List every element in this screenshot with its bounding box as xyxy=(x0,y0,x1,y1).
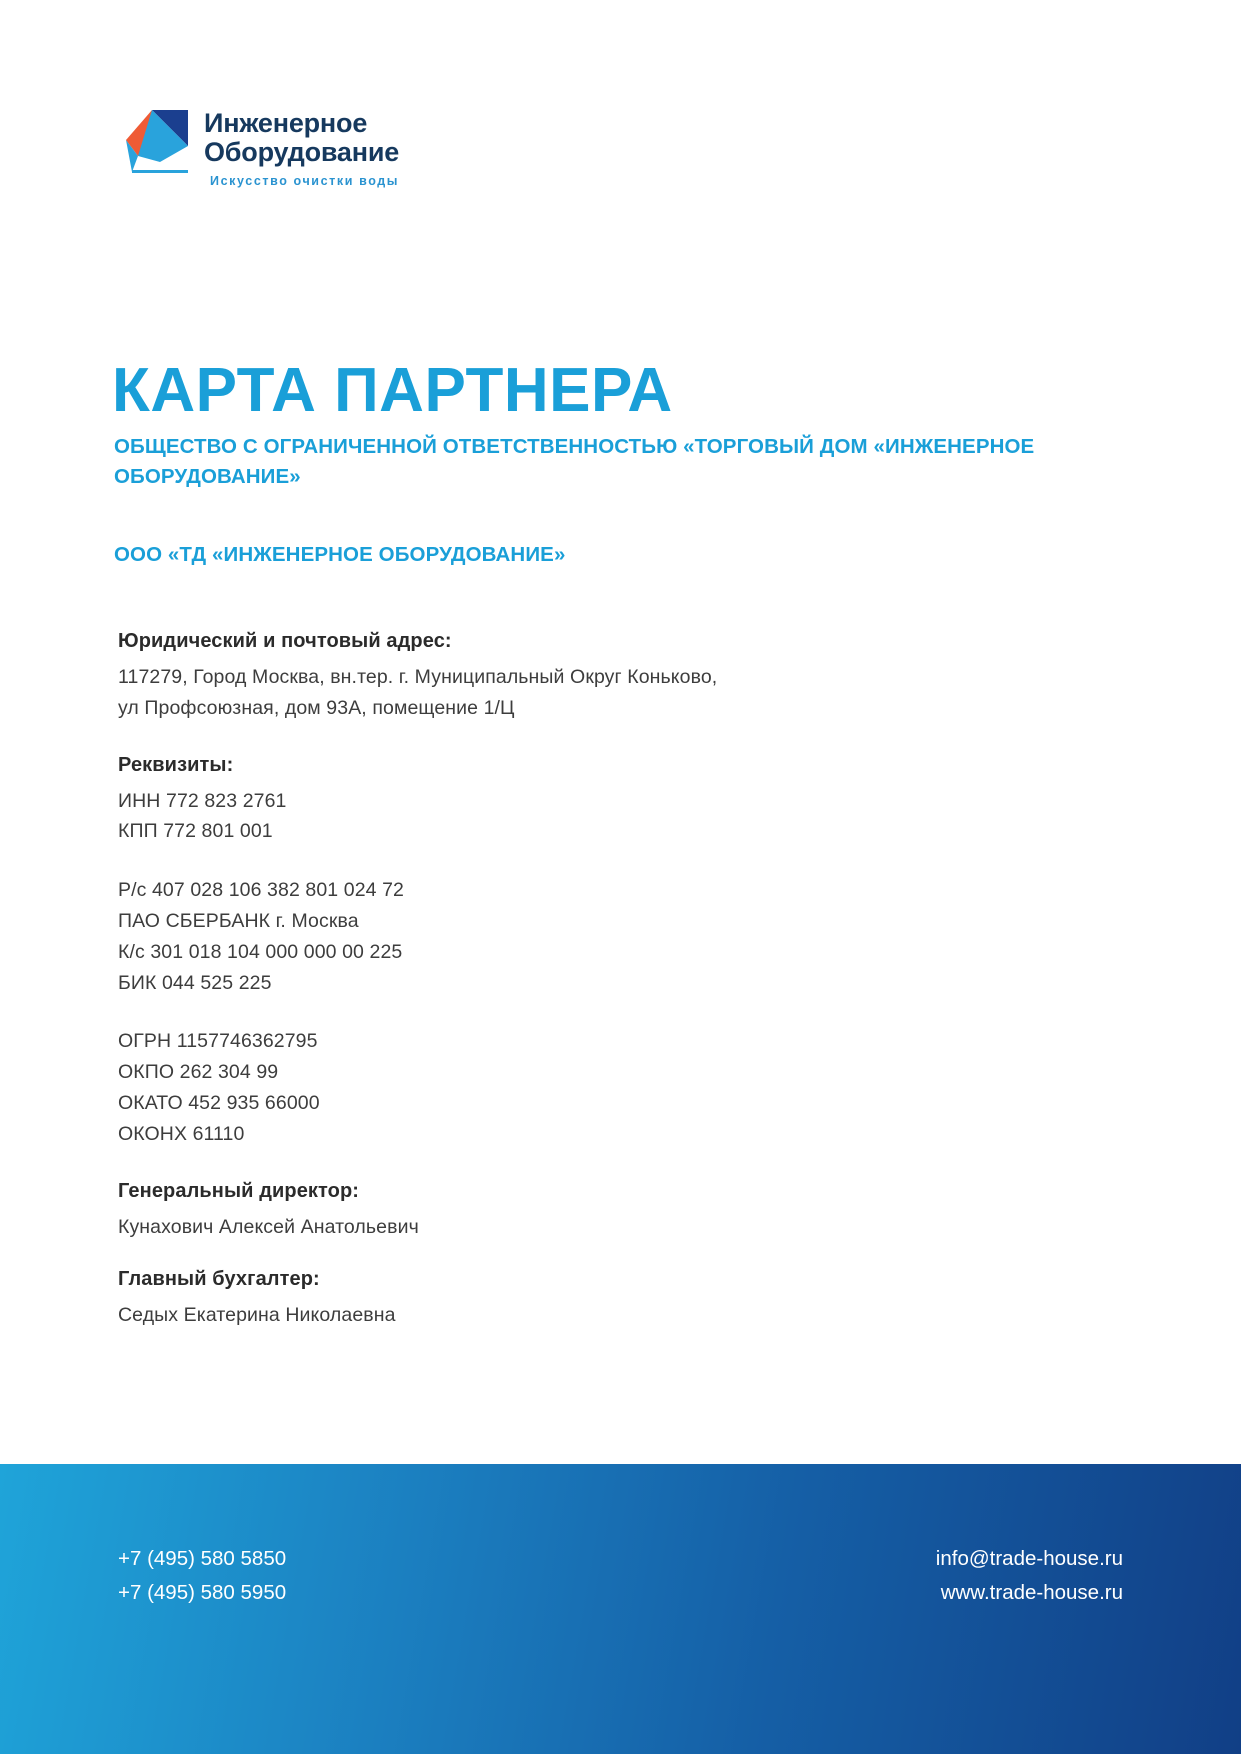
accountant-name: Седых Екатерина Николаевна xyxy=(118,1304,396,1327)
company-logo xyxy=(118,100,399,188)
requisite-rs: Р/с 407 028 106 382 801 024 72 xyxy=(118,879,404,902)
logo-line-2: Оборудование xyxy=(204,137,400,168)
logo-line-1: Инженерное xyxy=(204,108,368,138)
requisite-ks: К/с 301 018 104 000 000 00 225 xyxy=(118,940,403,963)
footer-phone-2[interactable]: +7 (495) 580 5950 xyxy=(118,1581,287,1605)
requisite-okato: ОКАТО 452 935 66000 xyxy=(118,1091,320,1114)
page-title: КАРТА ПАРТНЕРА xyxy=(112,355,673,425)
logo-tagline: Искусство очистки воды xyxy=(210,174,400,189)
requisite-kpp: КПП 772 801 001 xyxy=(118,820,273,843)
details-section xyxy=(118,630,1068,1331)
requisite-bik: БИК 044 525 225 xyxy=(118,971,272,994)
requisite-okpo: ОКПО 262 304 99 xyxy=(118,1061,279,1084)
footer-email[interactable]: info@trade-house.ru xyxy=(935,1547,1123,1570)
footer-contacts-phones xyxy=(118,1542,286,1611)
requisite-okonh: ОКОНХ 61110 xyxy=(118,1122,245,1145)
footer-phone-1[interactable]: +7 (495) 580 5850 xyxy=(118,1547,287,1570)
requisite-inn: ИНН 772 823 2761 xyxy=(118,789,287,812)
footer-website[interactable]: www.trade-house.ru xyxy=(940,1581,1123,1605)
requisite-ogrn: ОГРН 1157746362795 xyxy=(118,1030,318,1053)
requisites-heading: Реквизиты: xyxy=(118,753,234,776)
address-line-2: ул Профсоюзная, дом 93А, помещение 1/Ц xyxy=(118,696,515,719)
logo-wordmark xyxy=(204,100,399,188)
logo-mark-icon xyxy=(118,100,194,178)
page-footer xyxy=(0,1464,1241,1754)
company-short-name: ООО «ТД «ИНЖЕНЕРНОЕ ОБОРУДОВАНИЕ» xyxy=(114,543,566,566)
director-heading: Генеральный директор: xyxy=(118,1179,360,1202)
director-name: Кунахович Алексей Анатольевич xyxy=(118,1215,419,1238)
company-full-name: ОБЩЕСТВО С ОГРАНИЧЕННОЙ ОТВЕТСТВЕННОСТЬЮ «ТОРГОВЫЙ ДОМ «ИНЖЕНЕРНОЕ ОБОРУДОВАНИЕ» xyxy=(114,435,1035,488)
requisite-bank: ПАО СБЕРБАНК г. Москва xyxy=(118,909,359,932)
address-line-1: 117279, Город Москва, вн.тер. г. Муниципальный Округ Коньково, xyxy=(118,666,718,688)
footer-contacts-web xyxy=(936,1542,1123,1611)
accountant-heading: Главный бухгалтер: xyxy=(118,1268,320,1291)
address-heading: Юридический и почтовый адрес: xyxy=(118,630,452,652)
